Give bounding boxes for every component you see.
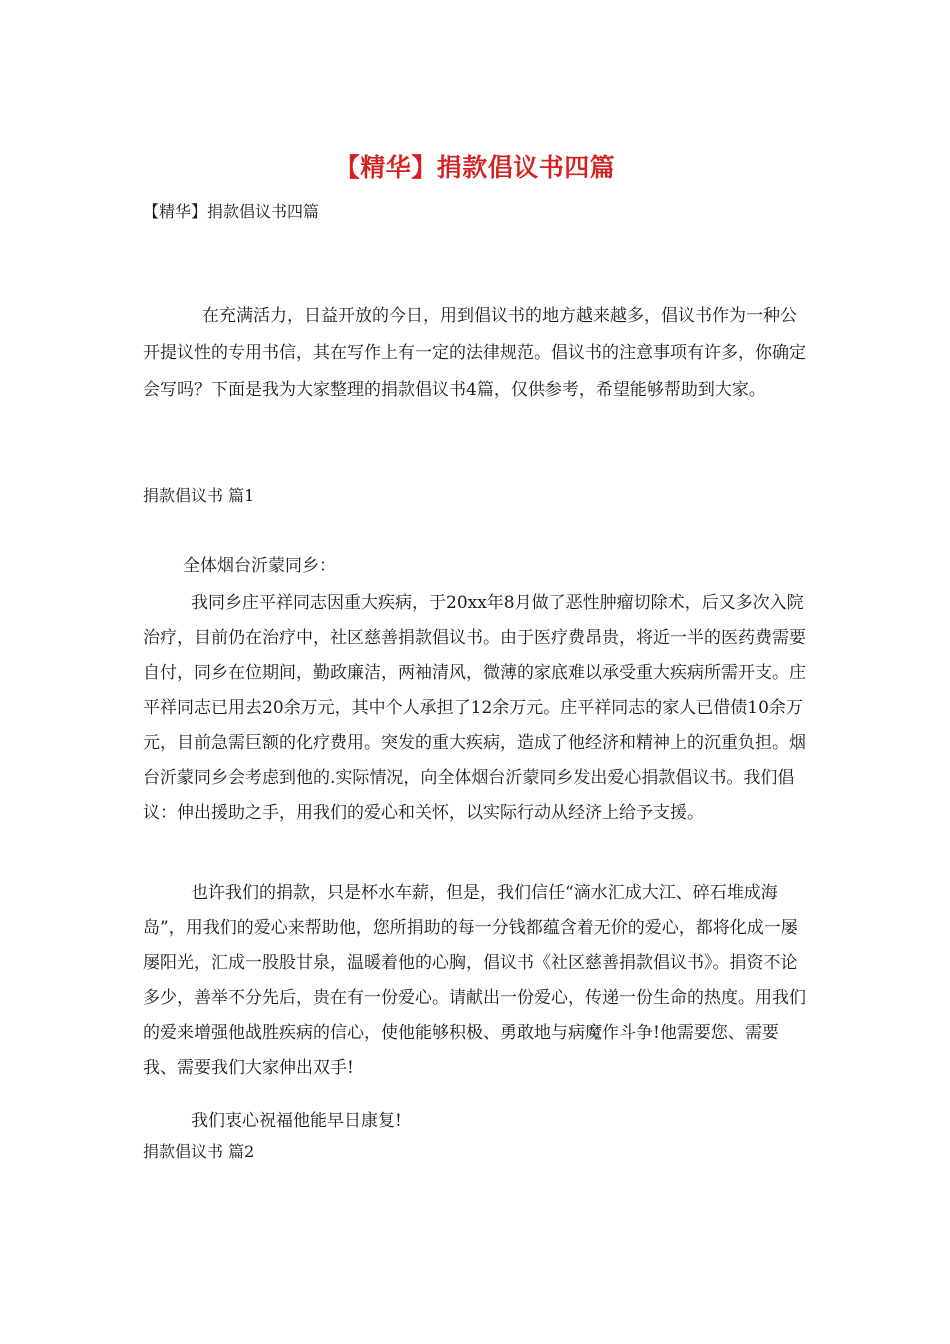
section-2-heading: 捐款倡议书 篇2 (143, 1142, 255, 1161)
section-1-salutation: 全体烟台沂蒙同乡： (183, 556, 336, 576)
section-1-paragraph: 我同乡庄平祥同志因重大疾病，于20xx年8月做了恶性肿瘤切除术，后又多次入院治疗，目前仍在治疗中，社区慈善捐款倡议书。由于医疗费昂贵，将近一半的医药费需要自付，同乡在位期间，勤政廉洁，两袖清风，微薄的家底难以承受重大疾病所需开支。庄平祥同志已用去20余万元，其中个人承担了12余万元。庄平祥同志的家人已借债10余万元，目前急需巨额的化疗费用。突发的重大疾病，造成了他经济和精神上的沉重负担。烟台沂蒙同乡会考虑到他的.实际情况，向全体烟台沂蒙同乡发出爱心捐款倡议书。我们倡议：伸出援助之手，用我们的爱心和关怀，以实际行动从经济上给予支援。 (143, 593, 806, 823)
section-1-heading: 捐款倡议书 篇1 (143, 486, 255, 505)
document-title: 【精华】捐款倡议书四篇 (334, 153, 616, 182)
section-1-closing: 我们衷心祝福他能早日康复! (191, 1111, 402, 1131)
section-1-paragraph: 也许我们的捐款，只是杯水车薪，但是，我们信任“滴水汇成大江、碎石堆成海岛”，用我们的爱心来帮助他，您所捐助的每一分钱都蕴含着无价的爱心，都将化成一屡屡阳光，汇成一股股甘泉，温暖着他的心胸，倡议书《社区慈善捐款倡议书》。捐资不论多少，善举不分先后，贵在有一份爱心。请献出一份爱心，传递一份生命的热度。用我们的爱来增强他战胜疾病的信心，使他能够积极、勇敢地与病魔作斗争!他需要您、需要我、需要我们大家伸出双手! (143, 883, 806, 1078)
document-subtitle: 【精华】捐款倡议书四篇 (143, 202, 320, 221)
intro-paragraph: 在充满活力，日益开放的今日，用到倡议书的地方越来越多，倡议书作为一种公开提议性的专用书信，其在写作上有一定的法律规范。倡议书的注意事项有许多，你确定会写吗？下面是我为大家整理的捐款倡议书4篇，仅供参考，希望能够帮助到大家。 (143, 306, 806, 400)
